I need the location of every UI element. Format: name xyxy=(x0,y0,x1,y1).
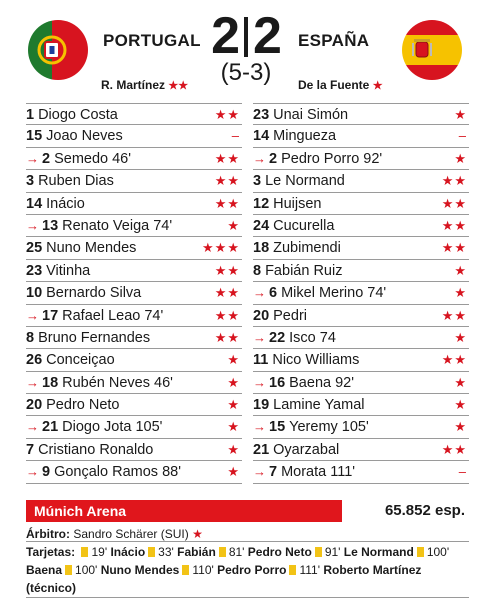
player-name: Cristiano Ronaldo xyxy=(38,441,154,458)
player-number: 20 xyxy=(253,307,270,324)
player-rating: – xyxy=(231,128,240,144)
card-player: Pedro Porro xyxy=(217,563,287,577)
player-row xyxy=(26,237,242,259)
portugal-lineup xyxy=(26,103,242,484)
player-rating: ★ xyxy=(227,464,240,480)
player-number: 8 xyxy=(26,329,35,346)
player-number: 18 xyxy=(253,240,270,257)
player-name: Yeremy 105' xyxy=(289,419,369,436)
player-name: Huijsen xyxy=(273,195,322,212)
penalty-score: (5-3) xyxy=(220,59,272,86)
player-number: 8 xyxy=(253,262,262,279)
player-number: 19 xyxy=(253,397,270,414)
player-row xyxy=(253,461,469,483)
player-name: Nico Williams xyxy=(272,352,360,369)
player-number: 7 xyxy=(269,464,278,481)
player-rating: ★★ xyxy=(441,352,467,368)
player-row xyxy=(26,148,242,170)
referee-rating: ★ xyxy=(192,527,203,541)
substitution-arrow-icon: → xyxy=(26,217,39,233)
player-row xyxy=(253,282,469,304)
substitution-arrow-icon: → xyxy=(253,419,266,435)
portugal-flag-crest xyxy=(28,20,88,80)
player-number: 17 xyxy=(42,307,59,324)
card-minute: 100' xyxy=(426,545,450,559)
player-rating: ★ xyxy=(454,262,467,278)
card-minute: 81' xyxy=(228,545,245,559)
player-rating: ★★ xyxy=(214,262,240,278)
player-row xyxy=(253,237,469,259)
player-row xyxy=(26,327,242,349)
yellow-card-icon xyxy=(219,547,226,557)
venue-name: Múnich Arena xyxy=(26,500,342,522)
player-number: 10 xyxy=(26,285,43,302)
yellow-card-icon xyxy=(81,547,88,557)
player-row xyxy=(26,372,242,394)
scoreboard xyxy=(200,7,292,86)
player-name: Rafael Leao 74' xyxy=(62,307,164,324)
substitution-arrow-icon: → xyxy=(253,329,266,345)
player-number: 23 xyxy=(253,107,270,123)
yellow-card-icon xyxy=(65,565,72,575)
player-rating: ★★★ xyxy=(202,240,240,256)
player-name: Cucurella xyxy=(273,217,335,234)
player-name: Le Normand xyxy=(265,173,345,190)
player-number: 11 xyxy=(253,352,269,369)
player-rating: ★★ xyxy=(214,329,240,345)
player-row xyxy=(26,439,242,461)
away-coach-name: De la Fuente xyxy=(298,78,370,92)
player-number: 3 xyxy=(26,173,35,190)
player-row xyxy=(26,193,242,215)
player-number: 21 xyxy=(253,441,270,458)
player-name: Nuno Mendes xyxy=(46,240,137,257)
substitution-arrow-icon: → xyxy=(253,150,266,166)
player-rating: ★ xyxy=(454,374,467,390)
player-name: Mikel Merino 74' xyxy=(281,285,387,302)
spain-flag-crest xyxy=(402,20,462,80)
card-player: Inácio xyxy=(110,545,146,559)
cards-label: Tarjetas: xyxy=(26,545,76,559)
player-rating: ★ xyxy=(454,329,467,345)
player-rating: ★★ xyxy=(214,150,240,166)
player-number: 23 xyxy=(26,262,43,279)
player-row xyxy=(26,103,242,125)
player-number: 7 xyxy=(26,441,35,458)
home-score: 2 xyxy=(211,7,239,65)
player-rating: ★★ xyxy=(214,285,240,301)
player-rating: ★★ xyxy=(441,307,467,323)
player-name: Diogo Jota 105' xyxy=(62,419,163,436)
venue-bar xyxy=(26,500,469,522)
player-rating: ★★ xyxy=(441,173,467,189)
player-row xyxy=(26,349,242,371)
player-rating: ★★ xyxy=(441,217,467,233)
yellow-card-icon xyxy=(315,547,322,557)
card-player: Fabián xyxy=(177,545,216,559)
player-name: Isco 74 xyxy=(289,329,336,346)
player-row xyxy=(26,260,242,282)
player-rating: ★ xyxy=(454,285,467,301)
home-coach-rating: ★★ xyxy=(168,80,189,92)
player-name: Conceiçao xyxy=(46,352,115,369)
player-number: 24 xyxy=(253,217,270,234)
substitution-arrow-icon: → xyxy=(26,150,39,166)
player-name: Pedri xyxy=(273,307,307,324)
player-number: 18 xyxy=(42,374,59,391)
player-number: 14 xyxy=(26,195,43,212)
player-name: Baena 92' xyxy=(289,374,354,391)
player-rating: – xyxy=(458,128,467,144)
player-row xyxy=(26,125,242,147)
player-rating: ★ xyxy=(227,217,240,233)
player-row xyxy=(26,461,242,483)
player-rating: – xyxy=(458,464,467,480)
player-number: 15 xyxy=(269,419,286,436)
player-name: Diogo Costa xyxy=(38,107,118,123)
player-rating: ★ xyxy=(227,441,240,457)
player-number: 16 xyxy=(269,374,286,391)
card-minute: 33' xyxy=(158,545,174,559)
player-number: 21 xyxy=(42,419,59,436)
substitution-arrow-icon: → xyxy=(253,374,266,390)
player-row xyxy=(26,394,242,416)
player-name: Oyarzabal xyxy=(273,441,340,458)
referee-line xyxy=(26,527,203,541)
substitution-arrow-icon: → xyxy=(26,307,39,323)
player-row xyxy=(253,439,469,461)
player-row xyxy=(253,260,469,282)
away-team-name: ESPAÑA xyxy=(298,31,370,50)
card-player: Baena xyxy=(26,563,63,577)
player-rating: ★ xyxy=(454,397,467,413)
player-number: 20 xyxy=(26,397,43,414)
player-number: 2 xyxy=(42,150,51,167)
player-number: 26 xyxy=(26,352,43,369)
home-coach-name: R. Martínez xyxy=(101,78,166,92)
player-rating: ★★ xyxy=(214,173,240,189)
player-row xyxy=(253,193,469,215)
card-minute: 100' xyxy=(75,563,98,577)
player-rating: ★★ xyxy=(214,107,240,122)
player-rating: ★ xyxy=(227,352,240,368)
substitution-arrow-icon: → xyxy=(26,464,39,480)
spain-lineup xyxy=(253,103,469,484)
referee-label: Árbitro: xyxy=(26,527,70,541)
player-row xyxy=(253,125,469,147)
player-name: Unai Simón xyxy=(273,107,349,123)
player-row xyxy=(253,148,469,170)
player-row xyxy=(253,170,469,192)
card-minute: 110' xyxy=(192,563,214,577)
player-number: 2 xyxy=(269,150,278,167)
player-number: 3 xyxy=(253,173,262,190)
player-number: 6 xyxy=(269,285,278,302)
card-player: Pedro Neto xyxy=(247,545,312,559)
player-name: Joao Neves xyxy=(46,128,123,145)
player-row xyxy=(26,305,242,327)
card-minute: 19' xyxy=(91,545,108,559)
player-row xyxy=(26,170,242,192)
player-rating: ★ xyxy=(454,419,467,435)
player-number: 13 xyxy=(42,217,59,234)
player-name: Bruno Fernandes xyxy=(38,329,151,346)
card-minute: 91' xyxy=(324,545,341,559)
cards-line xyxy=(26,543,472,597)
away-coach-rating: ★ xyxy=(372,80,383,92)
away-score: 2 xyxy=(253,7,281,65)
yellow-card-icon xyxy=(148,547,155,557)
player-number: 1 xyxy=(26,107,35,123)
player-name: Semedo 46' xyxy=(54,150,132,167)
player-name: Lamine Yamal xyxy=(273,397,365,414)
player-rating: ★★ xyxy=(214,307,240,323)
player-rating: ★★ xyxy=(441,240,467,256)
home-team-name: PORTUGAL xyxy=(103,31,201,50)
player-name: Mingueza xyxy=(273,128,337,145)
player-row xyxy=(253,394,469,416)
player-row xyxy=(253,305,469,327)
player-name: Fabián Ruiz xyxy=(265,262,343,279)
player-row xyxy=(26,282,242,304)
substitution-arrow-icon: → xyxy=(253,285,266,301)
away-coach xyxy=(298,78,383,92)
substitution-arrow-icon: → xyxy=(26,374,39,390)
player-rating: ★ xyxy=(454,107,467,122)
player-name: Morata 111' xyxy=(281,464,356,481)
player-row xyxy=(253,215,469,237)
player-name: Vitinha xyxy=(46,262,91,279)
divider xyxy=(26,597,469,598)
player-rating: ★★ xyxy=(441,195,467,211)
player-name: Pedro Neto xyxy=(46,397,120,414)
player-number: 12 xyxy=(253,195,270,212)
yellow-card-icon xyxy=(182,565,189,575)
player-row xyxy=(253,327,469,349)
player-rating: ★ xyxy=(227,419,240,435)
player-row xyxy=(253,416,469,438)
divider xyxy=(26,541,469,542)
player-rating: ★ xyxy=(227,374,240,390)
player-name: Ruben Dias xyxy=(38,173,114,190)
player-number: 15 xyxy=(26,128,43,145)
player-name: Rubén Neves 46' xyxy=(62,374,173,391)
player-name: Gonçalo Ramos 88' xyxy=(54,464,181,481)
score-divider xyxy=(244,17,248,57)
referee-name: Sandro Schärer (SUI) xyxy=(73,527,189,541)
yellow-card-icon xyxy=(417,547,424,557)
yellow-card-icon xyxy=(289,565,296,575)
player-row xyxy=(253,372,469,394)
player-number: 25 xyxy=(26,240,43,257)
player-name: Bernardo Silva xyxy=(46,285,142,302)
player-name: Pedro Porro 92' xyxy=(281,150,383,167)
player-rating: ★★ xyxy=(214,195,240,211)
player-rating: ★ xyxy=(227,397,240,413)
player-row xyxy=(26,215,242,237)
card-player: Nuno Mendes xyxy=(100,563,180,577)
attendance: 65.852 esp. xyxy=(384,502,465,519)
home-coach xyxy=(101,78,188,92)
player-rating: ★★ xyxy=(441,441,467,457)
player-number: 14 xyxy=(253,128,270,145)
substitution-arrow-icon: → xyxy=(26,419,39,435)
player-name: Zubimendi xyxy=(273,240,341,257)
player-name: Renato Veiga 74' xyxy=(62,217,173,234)
card-player: Roberto Martínez (técnico) xyxy=(26,563,422,595)
player-row xyxy=(26,416,242,438)
player-number: 9 xyxy=(42,464,51,481)
card-minute: 111' xyxy=(299,563,321,577)
player-row xyxy=(253,103,469,125)
substitution-arrow-icon: → xyxy=(253,464,266,480)
card-player: Le Normand xyxy=(343,545,414,559)
player-number: 22 xyxy=(269,329,286,346)
player-name: Inácio xyxy=(46,195,85,212)
player-rating: ★ xyxy=(454,150,467,166)
player-row xyxy=(253,349,469,371)
